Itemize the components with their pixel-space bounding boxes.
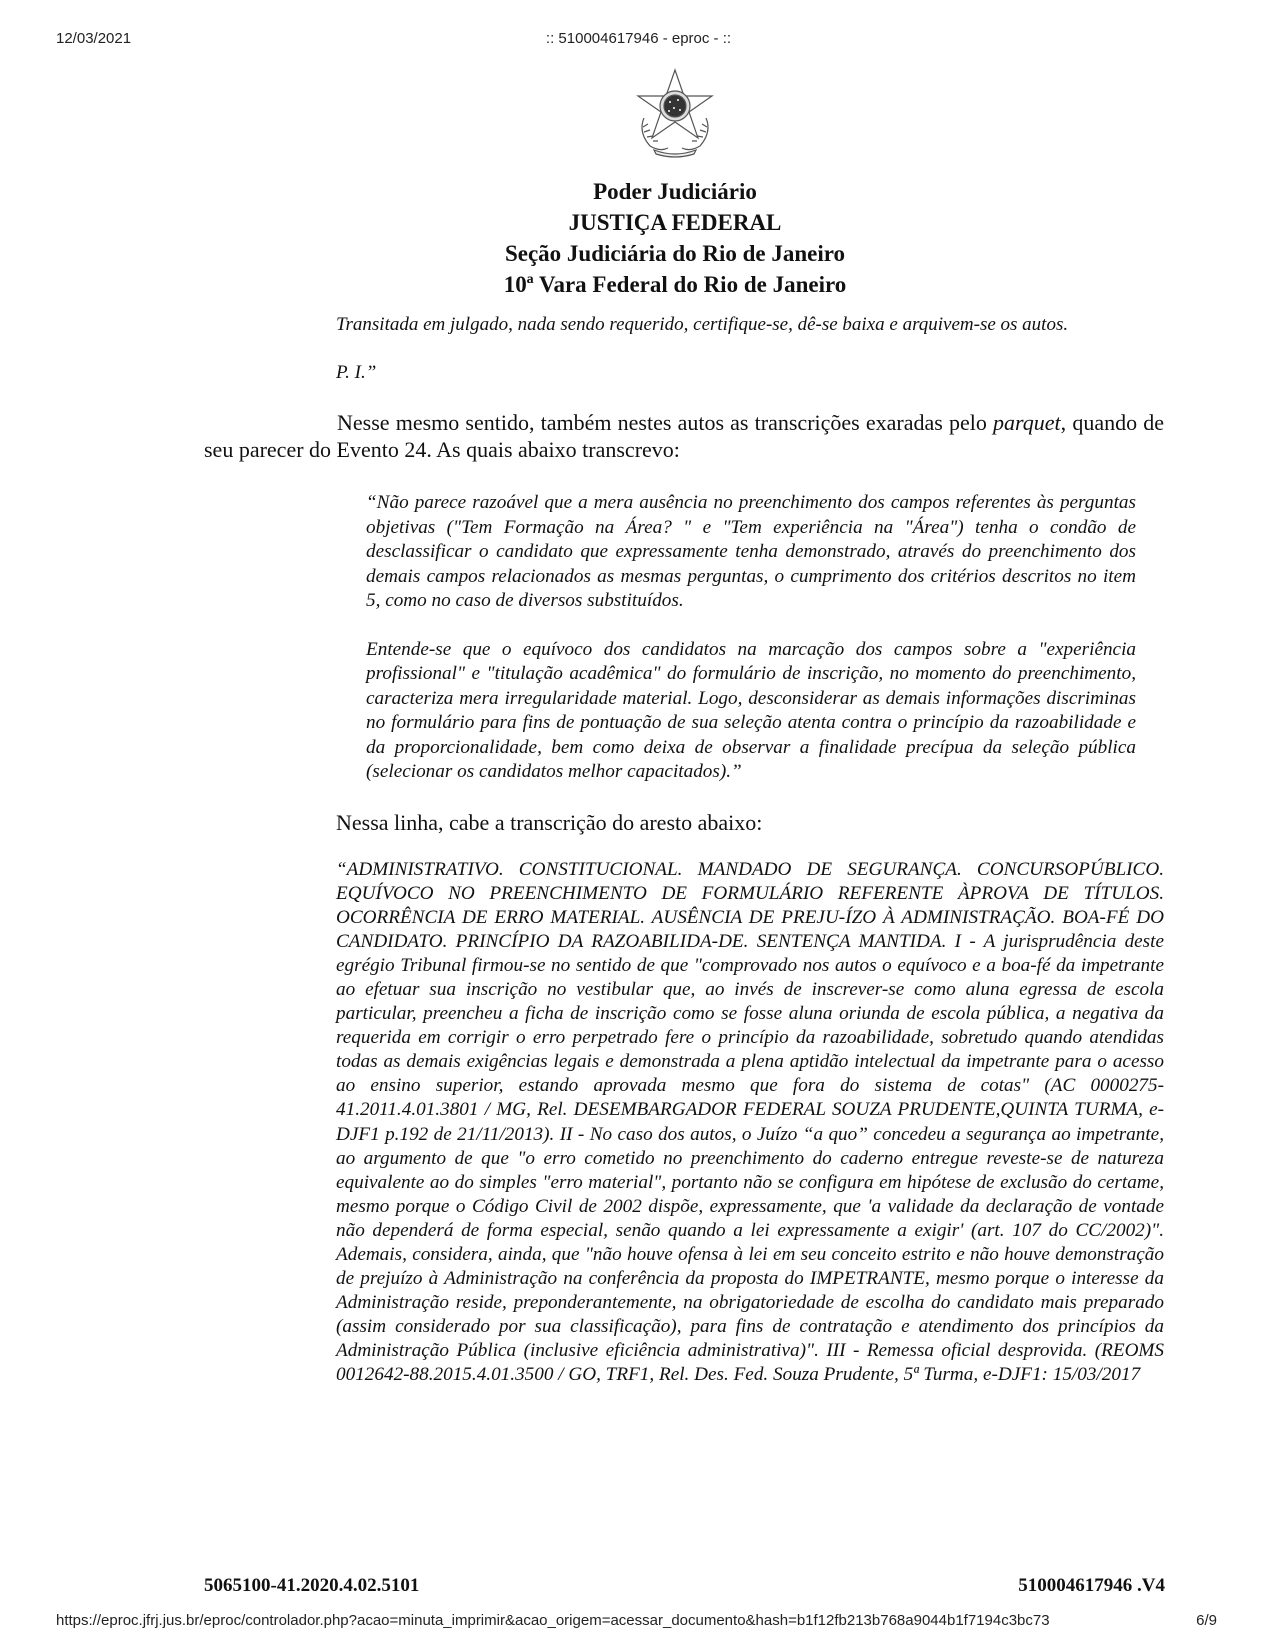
block-quote-2: Entende-se que o equívoco dos candidatos na marcação dos campos sobre a "experiência profissional" e "titulação acadêmica" do formulário de inscrição, no momento do preenchimento, caracteriza mera irregularidade material. Logo, desconsiderar as demais informações discriminas no formulário para fins de pontuação de sua seleção atenta contra o princípio da razoabilidade e da proporcionalidade, bem como deixa de observar a finalidade precípua da seleção pública (selecionar os candidatos melhor capacitados).” (366, 638, 1136, 782)
heading-line-3: Seção Judiciária do Rio de Janeiro (504, 241, 846, 266)
heading-line-4: 10ª Vara Federal do Rio de Janeiro (503, 272, 847, 297)
print-url: https://eproc.jfrj.jus.br/eproc/controlador.php?acao=minuta_imprimir&acao_origem=acessar_documento&hash=b1f12fb213b768a9044b1f7194c3bc73 (56, 1612, 1050, 1629)
print-page-title: :: 510004617946 - eproc - :: (545, 30, 732, 47)
block-quote-1: “Não parece razoável que a mera ausência no preenchimento dos campos referentes às perguntas objetivas ("Tem Formação na Área? " e "Tem experiência na "Área") tenha o condão de desclassificar o candidato que expressamente tenha demonstrado, através do preenchimento dos demais campos relacionados as mesmas perguntas, o cumprimento dos critérios descritos no item 5, como no caso de diversos substituídos. (366, 492, 1136, 611)
paragraph-parquet-text-b: , quando de seu parecer do Evento 24. As quais abaixo transcrevo: (204, 410, 1165, 462)
print-footer (0, 1612, 1277, 1632)
document-body (204, 312, 1164, 1388)
paragraph-parquet (204, 409, 1164, 463)
paragraph-aresto-intro: Nessa linha, cabe a transcrição do aresto abaixo: (336, 809, 763, 835)
coat-of-arms-emblem (632, 66, 718, 158)
heading-line-1: Poder Judiciário (593, 179, 757, 204)
quoted-sentence-end: Transitada em julgado, nada sendo requerido, certifique-se, dê-se baixa e arquivem-se os autos. (336, 314, 1069, 335)
document-id: 510004617946 .V4 (1018, 1575, 1165, 1596)
quoted-pi: P. I.” (336, 362, 377, 383)
process-number: 5065100-41.2020.4.02.5101 (204, 1575, 420, 1596)
paragraph-parquet-emphasis: parquet (993, 410, 1061, 435)
paragraph-parquet-text-a: Nesse mesmo sentido, também nestes autos as transcrições exaradas pelo (337, 410, 994, 435)
block-quote-aresto: “ADMINISTRATIVO. CONSTITUCIONAL. MANDADO DE SEGURANÇA. CONCURSOPÚBLICO. EQUÍVOCO NO PREENCHIMENTO DE FORMULÁRIO REFERENTE ÀPROVA DE TÍTULOS. OCORRÊNCIA DE ERRO MATERIAL. AUSÊNCIA DE PREJU-ÍZO À ADMINISTRAÇÃO. BOA-FÉ DO CANDIDATO. PRINCÍPIO DA RAZOABILIDA-DE. SENTENÇA MANTIDA. I - A jurisprudência deste egrégio Tribunal firmou-se no sentido de que "comprovado nos autos o equívoco e a boa-fé da impetrante ao efetuar sua inscrição no vestibular que, ao invés de inscrever-se como aluna egressa de escola particular, preencheu a ficha de inscrição como se fosse aluna oriunda de escola pública, a negativa da requerida em corrigir o erro perpetrado fere o princípio da razoabilidade, sobretudo quando atendidas todas as demais exigências legais e demonstrada a plena aptidão intelectual da impetrante para o acesso ao ensino superior, estando aprovada mesmo que fora do sistema de cotas" (AC 0000275-41.2011.4.01.3801 / MG, Rel. DESEMBARGADOR FEDERAL SOUZA PRUDENTE,QUINTA TURMA, e-DJF1 p.192 de 21/11/2013). II - No caso dos autos, o Juízo “a quo” concedeu a segurança ao impetrante, ao argumento de que "o erro cometido no preenchimento do caderno entregue reveste-se de natureza equivalente ao do simples "erro material", portanto não se configura em hipótese de exclusão do certame, mesmo porque o Código Civil de 2002 dispõe, expressamente, que 'a validade da declaração de vontade não dependerá de forma especial, senão quando a lei expressamente a exigir' (art. 107 do CC/2002)". Ademais, considera, ainda, que "não houve ofensa à lei em seu conceito estrito e não houve demonstração de prejuízo à Administração na conferência da proposta do IMPETRANTE, mesmo porque o interesse da Administração reside, preponderantemente, na obrigatoriedade de escolha do candidato mais preparado (assim considerado por sua classificação), para fins de contratação e atendimento dos princípios da Administração Pública (inclusive eficiência administrativa)". III - Remessa oficial desprovida. (REOMS 0012642-88.2015.4.01.3500 / GO, TRF1, Rel. Des. Fed. Souza Prudente, 5ª Turma, e-DJF1: 15/03/2017 (336, 858, 1164, 1386)
print-date: 12/03/2021 (56, 30, 132, 47)
court-heading (0, 176, 1277, 300)
heading-line-2: JUSTIÇA FEDERAL (568, 210, 782, 235)
print-header (0, 30, 1277, 50)
print-page-number: 6/9 (1196, 1612, 1217, 1629)
